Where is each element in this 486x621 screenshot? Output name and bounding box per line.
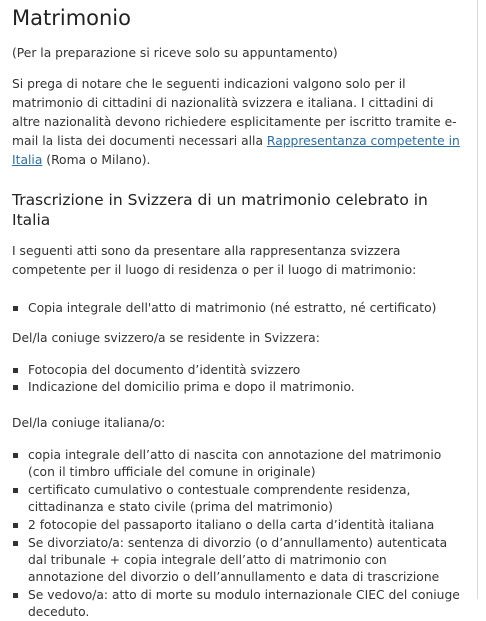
square-bullet-icon bbox=[13, 385, 18, 390]
italian-spouse-heading: Del/la coniuge italiana/o: bbox=[12, 416, 166, 430]
square-bullet-icon bbox=[13, 488, 18, 493]
list-item-text: Se divorziato/a: sentenza di divorzio (o d’annullamento) autenticata dal tribunale + copia integrale dell’atto di matrimonio con annotazione del divorzio o dell’annullamento e data di trascrizione bbox=[28, 536, 448, 584]
list-item-text: certificato cumulativo o contestuale comprendente residenza, cittadinanza e stato civile (prima del matrimonio) bbox=[28, 483, 411, 514]
list-item bbox=[12, 535, 465, 586]
list-item bbox=[12, 517, 465, 534]
general-documents-list bbox=[12, 300, 465, 317]
square-bullet-icon bbox=[13, 306, 18, 311]
competent-representation-link[interactable]: Rappresentanza competente in Italia bbox=[12, 134, 460, 167]
square-bullet-icon bbox=[13, 453, 18, 458]
list-item bbox=[12, 447, 465, 481]
square-bullet-icon bbox=[13, 523, 18, 528]
list-item-text: Copia integrale dell'atto di matrimonio (né estratto, né certificato) bbox=[28, 301, 437, 315]
section-lead: I seguenti atti sono da presentare alla rappresentanza svizzera competente per il luogo di residenza o per il luogo di matrimonio: bbox=[12, 244, 417, 277]
list-item-text: Indicazione del domicilio prima e dopo il matrimonio. bbox=[28, 380, 355, 394]
intro-paragraph bbox=[12, 75, 465, 170]
list-item-text: Se vedovo/a: atto di morte su modulo internazionale CIEC del coniuge deceduto. bbox=[28, 588, 460, 619]
square-bullet-icon bbox=[13, 368, 18, 373]
page-title: Matrimonio bbox=[12, 6, 131, 30]
swiss-spouse-heading: Del/la coniuge svizzero/a se residente in Svizzera: bbox=[12, 331, 320, 345]
list-item bbox=[12, 379, 465, 396]
intro-text-before: Si prega di notare che le seguenti indicazioni valgono solo per il matrimonio di cittadini di nazionalità svizzera e italiana. I cittadini di altre nazionalità devono richiedere esplicitamente per iscritto tramite e-mail la lista dei documenti necessari alla bbox=[12, 77, 457, 148]
list-item-text: 2 fotocopie del passaporto italiano o della carta d’identità italiana bbox=[28, 518, 435, 532]
list-item-text: copia integrale dell’atto di nascita con annotazione del matrimonio (con il timbro ufficiale del comune in originale) bbox=[28, 448, 442, 479]
square-bullet-icon bbox=[13, 593, 18, 598]
list-item-text: Fotocopia del documento d’identità svizzero bbox=[28, 363, 301, 377]
list-item bbox=[12, 300, 465, 317]
appointment-note: (Per la preparazione si riceve solo su appuntamento) bbox=[12, 46, 338, 60]
list-item bbox=[12, 362, 465, 379]
square-bullet-icon bbox=[13, 541, 18, 546]
italian-spouse-list bbox=[12, 447, 465, 621]
swiss-spouse-list bbox=[12, 362, 465, 396]
intro-text-after: (Roma o Milano). bbox=[42, 153, 151, 167]
list-item bbox=[12, 587, 465, 621]
list-item bbox=[12, 482, 465, 516]
section-heading: Trascrizione in Svizzera di un matrimonio celebrato in Italia bbox=[12, 191, 428, 229]
